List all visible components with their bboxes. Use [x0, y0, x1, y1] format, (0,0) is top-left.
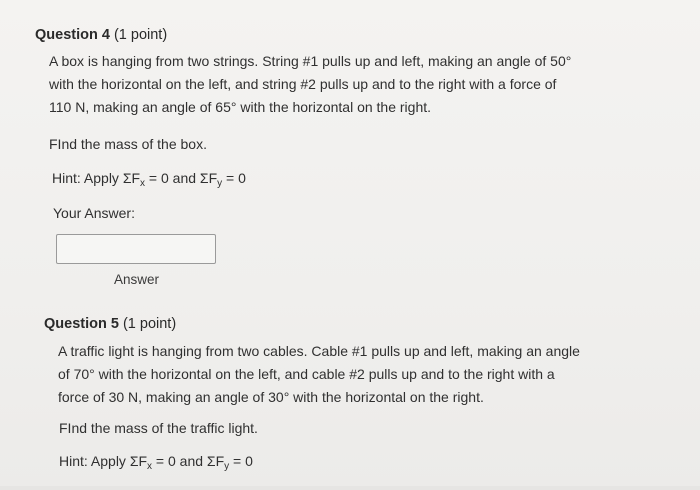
answer-caption: Answer — [114, 272, 160, 287]
question-5-body — [58, 340, 580, 409]
hint-text: Hint: Apply ΣF — [59, 453, 148, 469]
question-4-heading — [35, 27, 167, 43]
your-answer-label: Your Answer: — [53, 205, 135, 221]
question-5-body-line: force of 30 N, making an angle of 30° with the horizontal on the right. — [58, 389, 484, 405]
divider — [0, 486, 700, 490]
question-5-body-line: A traffic light is hanging from two cables. Cable #1 pulls up and left, making an angle — [58, 343, 580, 359]
question-4-title: Question 4 — [35, 27, 110, 43]
question-4-body-line: 110 N, making an angle of 65° with the horizontal on the right. — [49, 99, 432, 115]
question-5-hint — [59, 453, 253, 472]
question-4-points: (1 point) — [113, 27, 168, 43]
hint-text: = 0 and ΣF — [145, 170, 218, 186]
question-5-find: FInd the mass of the traffic light. — [59, 420, 258, 436]
question-4-find: FInd the mass of the box. — [49, 136, 207, 152]
question-5-heading — [44, 316, 176, 332]
hint-text: Hint: Apply ΣF — [52, 170, 141, 186]
hint-subscript-x: x — [140, 178, 146, 189]
question-4-body — [49, 50, 571, 119]
question-5-title: Question 5 — [44, 316, 119, 332]
hint-text: = 0 and ΣF — [152, 453, 225, 469]
answer-input[interactable] — [56, 234, 216, 264]
question-5-body-line: of 70° with the horizontal on the left, and cable #2 pulls up and to the right with a — [58, 366, 555, 382]
question-5-points: (1 point) — [122, 316, 177, 332]
hint-subscript-y: y — [217, 178, 223, 189]
question-4-body-line: A box is hanging from two strings. String #1 pulls up and left, making an angle of 50° — [49, 53, 572, 69]
question-4-body-line: with the horizontal on the left, and string #2 pulls up and to the right with a force of — [49, 76, 557, 92]
hint-subscript-x: x — [147, 461, 153, 472]
question-4-hint — [52, 170, 246, 189]
hint-subscript-y: y — [224, 461, 230, 472]
hint-text: = 0 — [222, 170, 246, 186]
hint-text: = 0 — [229, 453, 253, 469]
